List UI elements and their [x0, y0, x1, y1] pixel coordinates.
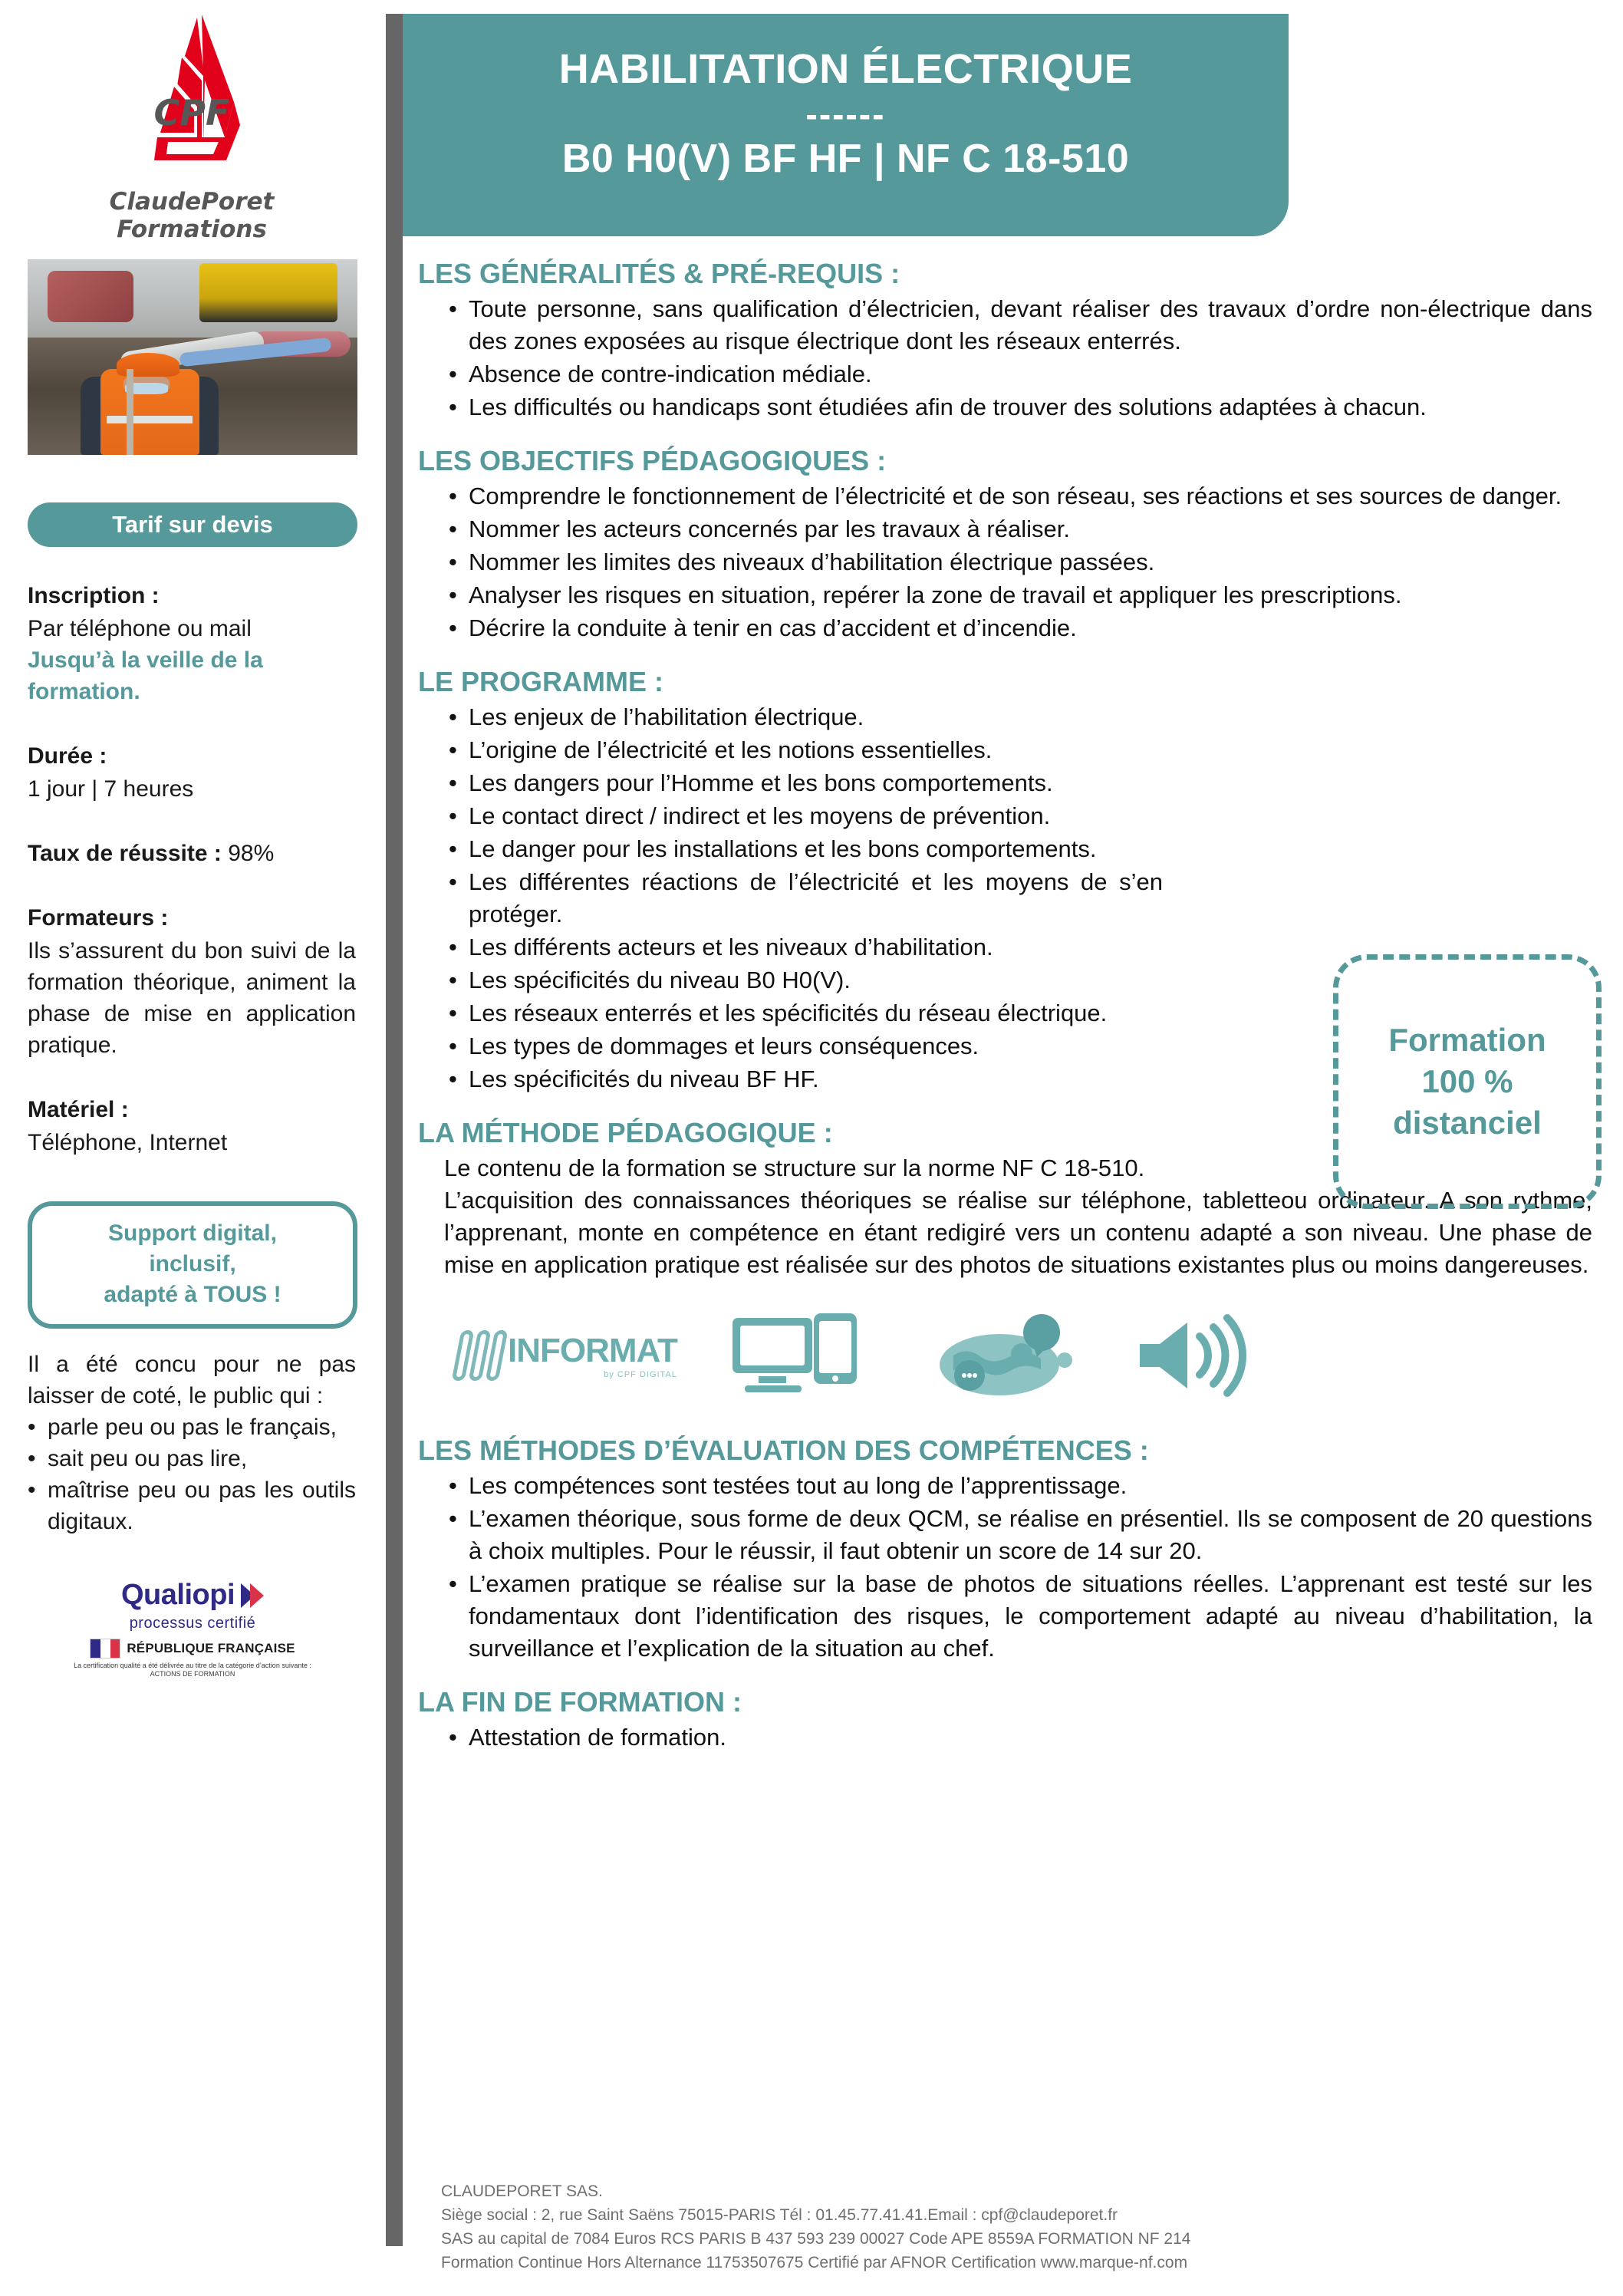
bullet-icon: • [449, 703, 457, 730]
main-content [403, 0, 1623, 2296]
formateurs-block [28, 903, 356, 1061]
duree-heading: Durée : [28, 743, 107, 769]
bullet-icon: • [449, 394, 457, 420]
french-flag-icon [90, 1639, 120, 1659]
informat-sublabel: by CPF DIGITAL [604, 1370, 677, 1379]
footer-line-3: SAS au capital de 7084 Euros RCS PARIS B 437 593 239 00027 Code APE 8559A FORMATION NF 214 [441, 2230, 1191, 2248]
list-item [449, 833, 1592, 865]
list-item-label: Les réseaux enterrés et les spécificités du réseau électrique. [469, 1000, 1108, 1026]
list-item [449, 293, 1592, 357]
section-heading: LES GÉNÉRALITÉS & PRÉ-REQUIS : [418, 258, 900, 289]
formateurs-heading: Formateurs : [28, 905, 169, 931]
list-item-label: Les enjeux de l’habilitation électrique. [469, 703, 864, 730]
list-item [449, 800, 1592, 832]
bullet-icon: • [449, 736, 457, 763]
qualiopi-name: Qualiopi [121, 1579, 235, 1611]
inscription-accent: Jusqu’à la veille de la formation. [28, 647, 263, 704]
brand-line-2: Formations [117, 216, 267, 243]
list-item [449, 701, 1592, 733]
cpf-logo-icon [111, 10, 272, 186]
brand-line-1: ClaudePoret [109, 188, 275, 216]
title-separator: ------ [805, 94, 886, 134]
devices-icon [731, 1313, 873, 1398]
inscription-line1: Par téléphone ou mail [28, 616, 252, 641]
bullet-icon: • [449, 1505, 457, 1532]
list-item-label: Toute personne, sans qualification d’électricien, devant réaliser des travaux d’ordre non-électrique dans des zones exposées au risque électrique dont les réseaux enterrés. [469, 295, 1592, 354]
svg-text:CPF: CPF [153, 92, 230, 133]
list-item [449, 767, 1592, 799]
bullet-icon: • [28, 1477, 36, 1503]
informat-logo-icon [456, 1330, 677, 1381]
bullet-icon: • [449, 1724, 457, 1751]
list-item [449, 1721, 1592, 1754]
list-item [449, 1470, 1592, 1502]
list-item-label: Attestation de formation. [469, 1724, 727, 1751]
bullet-icon: • [449, 802, 457, 829]
materiel-value: Téléphone, Internet [28, 1130, 228, 1155]
bullet-icon: • [449, 934, 457, 960]
inscription-block [28, 581, 356, 707]
page-subtitle: B0 H0(V) BF HF | NF C 18-510 [561, 137, 1130, 181]
taux-heading [28, 838, 356, 869]
list-item [449, 513, 1592, 545]
section-evaluation [403, 1433, 1592, 1665]
duree-block [28, 741, 356, 805]
qualiopi-fine-print: La certification qualité a été délivrée au titre de la catégorie d’action suivante : ACTIONS DE FORMATION [74, 1662, 311, 1678]
list-item [449, 866, 1592, 931]
inclusif-item-1: parle peu ou pas le français, [48, 1415, 337, 1440]
tarif-badge: Tarif sur devis [28, 502, 357, 547]
formation-distanciel-callout [1333, 954, 1602, 1209]
section-heading: LES OBJECTIFS PÉDAGOGIQUES : [418, 445, 887, 476]
section-heading: LA MÉTHODE PÉDAGOGIQUE : [418, 1117, 833, 1148]
qualiopi-subtitle: processus certifié [129, 1615, 256, 1632]
list-item [449, 612, 1592, 644]
taux-label: Taux de réussite : [28, 841, 222, 866]
taux-block [28, 838, 356, 869]
duree-value: 1 jour | 7 heures [28, 776, 194, 802]
support-digital-line-1: Support digital, [108, 1220, 277, 1246]
methode-paragraph-2: L’acquisition des connaissances théoriques se réalise sur téléphone, tabletteou ordinateur. A son rythme, l’apprenant, monte en compétence en étant redigiré vers un contenu adapté a son niveau. Une phase de mise en application pratique est réalisée sur des photos de situations existantes plus ou moins dangereuses. [444, 1187, 1592, 1278]
list-item-label: Les types de dommages et leurs conséquences. [469, 1033, 979, 1059]
list-item-label: Absence de contre-indication médiale. [469, 361, 872, 387]
informat-wordmark: INFORMAT [508, 1332, 677, 1369]
qualiopi-arrows-icon [241, 1583, 264, 1608]
bullet-icon: • [28, 1446, 36, 1471]
bullet-icon: • [449, 868, 457, 895]
qualiopi-name-row [121, 1579, 264, 1612]
brand-wordmark [110, 188, 275, 243]
sidebar [0, 0, 384, 2296]
republique-label: RÉPUBLIQUE FRANÇAISE [127, 1641, 295, 1655]
list-item [28, 1443, 356, 1474]
list-item-label: Les différents acteurs et les niveaux d’habilitation. [469, 934, 993, 960]
bullet-icon: • [449, 614, 457, 641]
section-heading: LE PROGRAMME : [418, 666, 663, 697]
list-item [449, 480, 1592, 512]
taux-value: 98% [228, 841, 275, 866]
list-item-label: Nommer les limites des niveaux d’habilitation électrique passées. [469, 548, 1155, 575]
bullet-icon: • [449, 835, 457, 862]
callout-line-3: distanciel [1393, 1105, 1542, 1141]
footer-line-1: CLAUDEPORET SAS. [441, 2182, 603, 2200]
inscription-heading: Inscription : [28, 583, 160, 608]
list-item-label: Le contact direct / indirect et les moyens de prévention. [469, 802, 1051, 829]
support-digital-line-3: adapté à TOUS ! [104, 1282, 281, 1307]
brand-logo [28, 0, 356, 253]
page-title: HABILITATION ÉLECTRIQUE [558, 46, 1133, 92]
list-item [449, 391, 1592, 423]
bullet-icon: • [449, 548, 457, 575]
list-item-label: Les dangers pour l’Homme et les bons comportements. [469, 769, 1053, 796]
footer-line-4: Formation Continue Hors Alternance 11753507675 Certifié par AFNOR Certification www.marque-nf.com [441, 2254, 1188, 2271]
worker-photo [28, 259, 357, 455]
bullet-icon: • [449, 581, 457, 608]
list-item [28, 1474, 356, 1537]
bullet-icon: • [449, 295, 457, 322]
callout-line-2: 100 % [1421, 1063, 1513, 1099]
materiel-block [28, 1095, 356, 1158]
callout-line-1: Formation [1388, 1022, 1546, 1058]
list-item-label: Comprendre le fonctionnement de l’électricité et de son réseau, ses réactions et ses sources de danger. [469, 483, 1562, 509]
informat-bars-icon [456, 1330, 503, 1381]
methode-paragraph-1: Le contenu de la formation se structure sur la norme NF C 18-510. [444, 1155, 1145, 1181]
list-item-label: Analyser les risques en situation, repérer la zone de travail et appliquer les prescriptions. [469, 581, 1402, 608]
title-banner [403, 14, 1289, 236]
list-item [449, 1503, 1592, 1567]
section-generalites [403, 256, 1592, 423]
list-item-label: L’origine de l’électricité et les notions essentielles. [469, 736, 993, 763]
bullet-icon: • [449, 361, 457, 387]
section-fin-formation [403, 1685, 1592, 1754]
list-item-label: Les différentes réactions de l’électricité et les moyens de s’en protéger. [469, 868, 1163, 927]
globe-chat-icon [927, 1309, 1080, 1402]
list-item-label: Les spécificités du niveau BF HF. [469, 1066, 819, 1092]
section-list [418, 480, 1592, 644]
inclusif-item-2: sait peu ou pas lire, [48, 1446, 248, 1471]
list-item-label: Les spécificités du niveau B0 H0(V). [469, 967, 851, 993]
section-heading: LES MÉTHODES D’ÉVALUATION DES COMPÉTENCES : [418, 1435, 1149, 1466]
list-item-label: L’examen théorique, sous forme de deux QCM, se réalise en présentiel. Ils se composent de 20 questions à choix multiples. Pour le réussir, il faut obtenir un score de 14 sur 20. [469, 1505, 1592, 1564]
list-item-label: L’examen pratique se réalise sur la base de photos de situations réelles. L’apprenant est testé sur les fondamentaux dont l’identification des risques, le comportement adapté au niveau d’habilitation, la surveillance et l’explication de la situation au chef. [469, 1570, 1592, 1662]
bullet-icon: • [449, 1570, 457, 1597]
list-item [449, 734, 1592, 766]
bullet-icon: • [449, 1066, 457, 1092]
inclusif-intro: Il a été concu pour ne pas laisser de coté, le public qui : [28, 1352, 356, 1408]
bullet-icon: • [449, 967, 457, 993]
list-item-label: Décrire la conduite à tenir en cas d’accident et d’incendie. [469, 614, 1077, 641]
list-item [449, 358, 1592, 390]
support-digital-box [28, 1201, 357, 1329]
speaker-icon [1134, 1313, 1264, 1398]
formateurs-text: Ils s’assurent du bon suivi de la formation théorique, animent la phase de mise en application pratique. [28, 938, 356, 1058]
materiel-heading: Matériel : [28, 1097, 129, 1122]
bullet-icon: • [449, 483, 457, 509]
list-item [449, 546, 1592, 578]
section-list [418, 293, 1592, 423]
support-digital-line-2: inclusif, [149, 1251, 236, 1276]
bullet-icon: • [449, 1472, 457, 1499]
list-item [28, 1412, 356, 1443]
list-item [449, 579, 1592, 611]
section-list [418, 1470, 1592, 1665]
bullet-icon: • [449, 1033, 457, 1059]
republique-francaise-row [90, 1639, 295, 1659]
list-item-label: Nommer les acteurs concernés par les travaux à réaliser. [469, 516, 1070, 542]
inclusif-block [28, 1349, 356, 1537]
section-objectifs [403, 443, 1592, 644]
bullet-icon: • [449, 769, 457, 796]
section-heading: LA FIN DE FORMATION : [418, 1686, 742, 1718]
bullet-icon: • [449, 1000, 457, 1026]
bullet-icon: • [28, 1415, 36, 1440]
list-item-label: Les compétences sont testées tout au long de l’apprentissage. [469, 1472, 1128, 1499]
vertical-divider [386, 14, 403, 2246]
list-item-label: Les difficultés ou handicaps sont étudiées afin de trouver des solutions adaptées à chacun. [469, 394, 1427, 420]
footer [441, 2179, 1515, 2275]
section-list [418, 1721, 1592, 1754]
media-icons-row [418, 1298, 1592, 1413]
list-item [449, 1568, 1592, 1665]
list-item-label: Le danger pour les installations et les bons comportements. [469, 835, 1097, 862]
inclusif-item-3: maîtrise peu ou pas les outils digitaux. [48, 1477, 356, 1534]
footer-line-2: Siège social : 2, rue Saint Saëns 75015-PARIS Tél : 01.45.77.41.41.Email : cpf@claudeporet.fr [441, 2206, 1118, 2224]
qualiopi-logo [28, 1579, 357, 1678]
bullet-icon: • [449, 516, 457, 542]
